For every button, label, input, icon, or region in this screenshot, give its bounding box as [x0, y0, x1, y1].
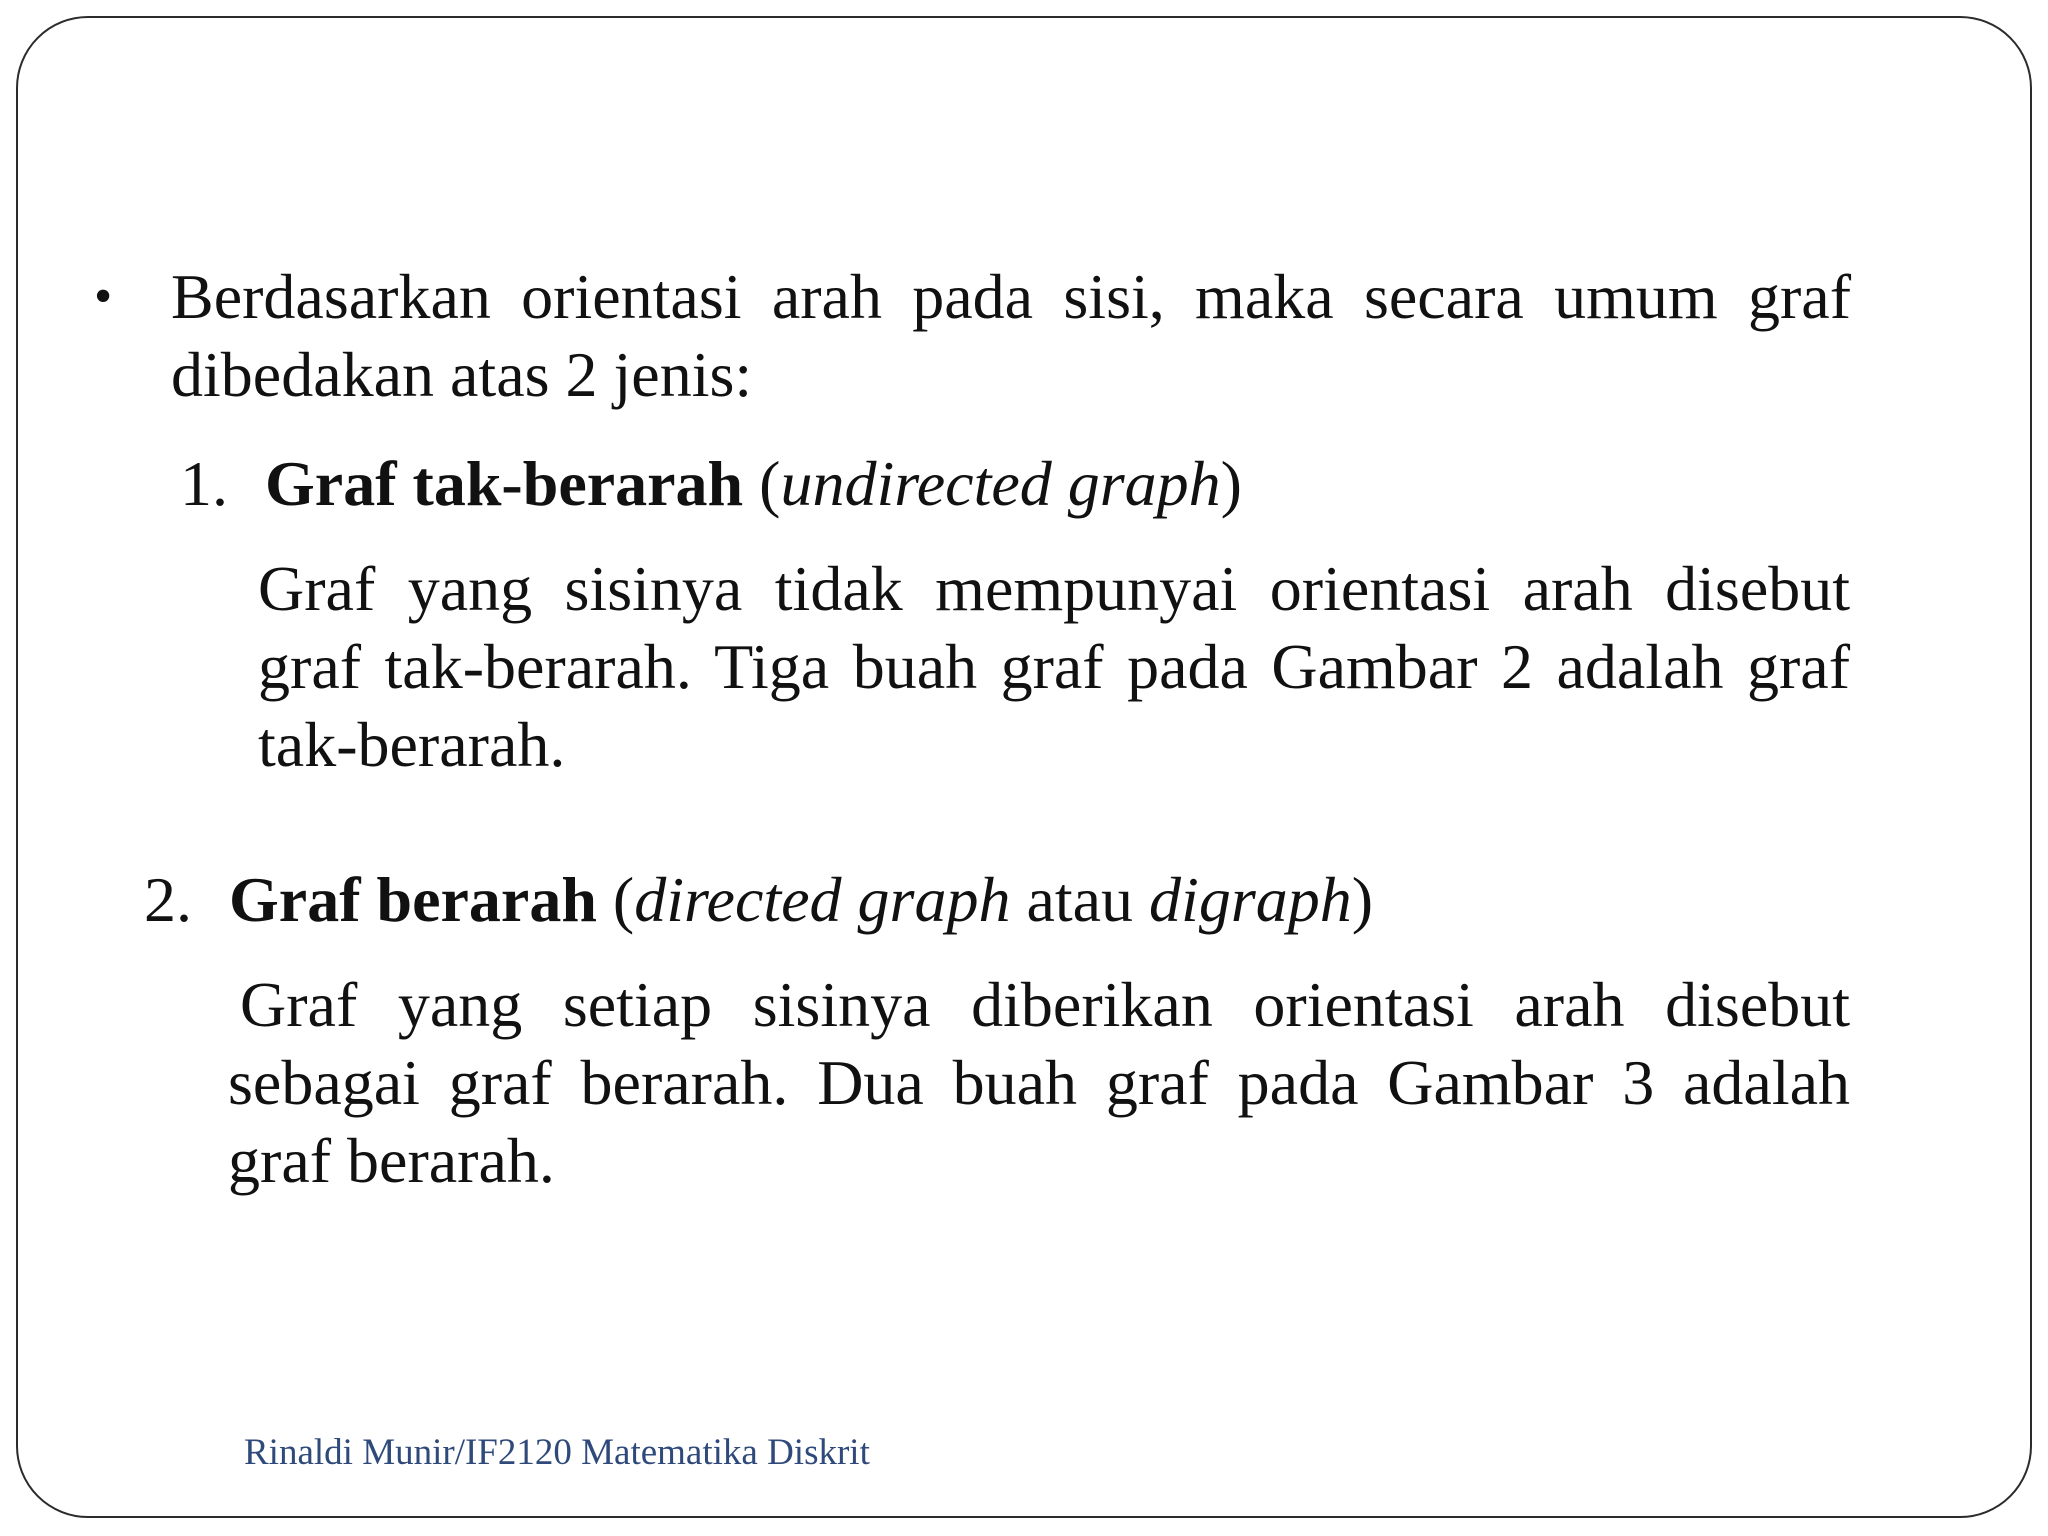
item-number: 1. — [180, 448, 228, 519]
paren-close: ) — [1351, 864, 1374, 935]
item-heading-directed — [144, 861, 1373, 939]
intro-text: Berdasarkan orientasi arah pada sisi, maka secara umum graf dibedakan atas 2 jenis: — [171, 261, 1851, 410]
item-term: Graf berarah — [229, 864, 597, 935]
item-description-undirected: Graf yang sisinya tidak mempunyai orientasi arah disebut graf tak-berarah. Tiga buah graf pada Gambar 2 adalah graf tak-berarah. — [258, 553, 1850, 780]
item-number: 2. — [144, 864, 192, 935]
paren-close: ) — [1220, 448, 1242, 519]
item-heading-undirected — [180, 445, 1242, 523]
english-term: directed graph — [634, 864, 1011, 935]
paren-open: ( — [596, 864, 635, 935]
bullet-dot-icon: • — [94, 268, 113, 325]
paren-open: ( — [743, 448, 781, 519]
footer-credit: Rinaldi Munir/IF2120 Matematika Diskrit — [244, 1432, 870, 1473]
english-term: undirected graph — [780, 448, 1221, 519]
english-term-alt: digraph — [1149, 864, 1352, 935]
slide-frame — [16, 16, 2032, 1518]
connector-word: atau — [1010, 864, 1150, 935]
item-term: Graf tak-berarah — [265, 448, 744, 519]
item-description-directed: Graf yang setiap sisinya diberikan orientasi arah disebut sebagai graf berarah. Dua buah graf pada Gambar 3 adalah graf berarah. — [228, 969, 1850, 1196]
